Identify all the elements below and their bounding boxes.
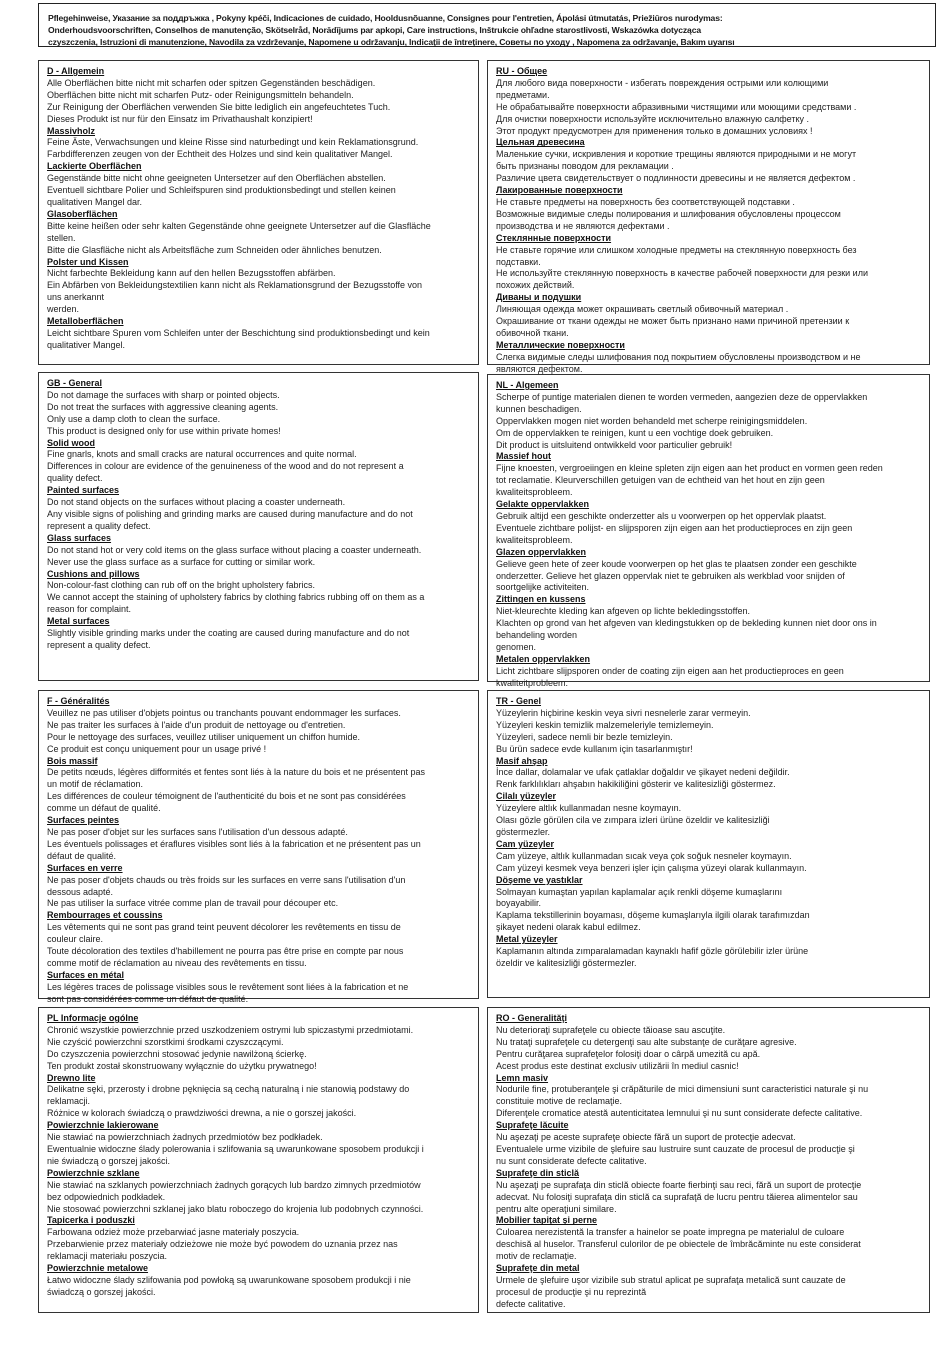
- instruction-line: Diferenţele cromatice atestă autenticitatea lemnului şi nu sunt considerate defecte calitative.: [496, 1108, 863, 1119]
- instruction-line: Nu aşezaţi pe aceste suprafeţe obiecte fără un suport de protecţie adecvat.: [496, 1132, 796, 1143]
- instruction-line: Do czyszczenia powierzchni stosować jedynie nawilżoną ścierkę.: [47, 1048, 307, 1059]
- instruction-line: Nie stosować powierzchni szklanej jako blatu roboczego do krojenia lub podobnych czynności.: [47, 1203, 424, 1214]
- instruction-line: Niet-kleurechte kleding kan afgeven op lichte bekledingsstoffen.: [496, 606, 750, 617]
- instruction-line: Renk farklılıkları ahşabın hakikiliğini gösterir ve kalitesizliği göstermez.: [496, 779, 776, 790]
- title-line: Pflegehinweise, Указание за поддръжка , Pokyny kpéči, Indicaciones de cuidado, Hooldusnõuanne, Consignes pour l'entretien, Ápolási útmutatás, Priežiūros nurodymas:: [48, 13, 723, 23]
- instruction-line: Only use a damp cloth to clean the surface.: [47, 413, 221, 424]
- instruction-line: Alle Oberflächen bitte nicht mit scharfen oder spitzen Gegenständen beschädigen.: [47, 77, 376, 88]
- instruction-line: похожих действий.: [496, 280, 575, 291]
- instruction-line: defecte calitative.: [496, 1298, 566, 1309]
- instruction-line: genomen.: [496, 641, 537, 652]
- section-heading: Диваны и подушки: [496, 292, 582, 303]
- section-heading: Döşeme ve yastıklar: [496, 874, 583, 885]
- instruction-line: boyayabilir.: [496, 898, 542, 909]
- section-heading: Suprafeţe din metal: [496, 1263, 580, 1274]
- instruction-line: sont pas considérées comme un défaut de qualité.: [47, 993, 249, 1004]
- instruction-line: Urmele de şlefuire uşor vizibile sub stratul aplicat pe suprafaţa metalică sunt cauzate de: [496, 1274, 846, 1285]
- section-heading: PL Informacje ogólne: [47, 1013, 139, 1023]
- instruction-line: Dieses Produkt ist nur für den Einsatz im Privathaushalt konzipiert!: [47, 113, 313, 124]
- instruction-line: onderzetter. Gelieve het glazen oppervlak niet te gebruiken als werkblad voor snijden of: [496, 570, 845, 581]
- instruction-line: couleur claire.: [47, 934, 104, 945]
- section-heading: Rembourrages et coussins: [47, 910, 163, 921]
- section-heading: Lemn masiv: [496, 1072, 549, 1083]
- section-heading: Drewno lite: [47, 1072, 96, 1083]
- instruction-line: Не ставьте горячие или слишком холодные предметы на стеклянную поверхность без: [496, 244, 857, 255]
- section-heading: Лакированные поверхности: [496, 185, 623, 196]
- instruction-line: Gebruik altijd een geschikte onderzetter als u voorwerpen op het oppervlak plaatst.: [496, 510, 827, 521]
- instruction-line: Различие цвета свидетельствует о подлинности древесины и не является дефектом .: [496, 173, 856, 184]
- care-section-ru: [487, 60, 930, 374]
- instruction-line: nu sunt considerate defecte calitative.: [496, 1155, 647, 1166]
- instruction-line: Farbdifferenzen zeugen von der Echtheit des Holzes und sind kein qualitativer Mangel.: [47, 149, 393, 160]
- instruction-line: motiv de reclamaţie.: [496, 1251, 577, 1262]
- instruction-line: This product is designed only for use within private homes!: [47, 425, 281, 436]
- section-heading: Massief hout: [496, 451, 552, 462]
- instruction-line: Leicht sichtbare Spuren vom Schleifen unter der Beschichtung sind produktionsbedingt und kein: [47, 327, 430, 338]
- section-heading: Glasoberflächen: [47, 208, 118, 219]
- instruction-line: Ten produkt został skonstruowany wyłącznie do użytku prywatnego!: [47, 1060, 317, 1071]
- instruction-line: İnce dallar, dolamalar ve ufak çatlaklar doğaldır ve şikayet nedeni değildir.: [496, 767, 790, 778]
- instruction-line: Toute décoloration des textiles d'habillement ne pourra pas être prise en compte par nous: [47, 946, 404, 957]
- section-heading: Metal yüzeyler: [496, 934, 558, 945]
- instruction-line: Pour le nettoyage des surfaces, veuillez utiliser uniquement un chiffon humide.: [47, 731, 361, 742]
- instruction-line: Не используйте стеклянную поверхность в качестве рабочей поверхности для резки или: [496, 268, 868, 279]
- instruction-line: производства и не являются дефектами .: [496, 220, 670, 231]
- instruction-line: Les différences de couleur témoignent de l'authenticité du bois et ne sont pas considérées: [47, 791, 406, 802]
- section-heading: Suprafeţe din sticlă: [496, 1167, 580, 1178]
- instruction-line: Gelieve geen hete of zeer koude voorwerpen op het glas te plaatsen zonder een geschikte: [496, 558, 857, 569]
- instruction-line: Yüzeyleri, sadece nemli bir bezle temizleyin.: [496, 731, 673, 742]
- section-heading: Powierzchnie szklane: [47, 1167, 140, 1178]
- instruction-line: Never use the glass surface as a surface for cutting or similar work.: [47, 556, 316, 567]
- instruction-line: Bitte keine heißen oder sehr kalten Gegenstände ohne geeignete Untersetzer auf die Glasfläche: [47, 220, 431, 231]
- instruction-line: Non-colour-fast clothing can rub off on the bright upholstery fabrics.: [47, 580, 315, 591]
- instruction-line: Pentru curăţarea suprafeţelor folosiţi doar o cârpă umezită cu apă.: [496, 1048, 761, 1059]
- instruction-line: kwaliteitsprobleem.: [496, 534, 573, 545]
- section-heading: Massivholz: [47, 125, 96, 136]
- instruction-line: Gegenstände bitte nicht ohne geeigneten Untersetzer auf den Oberflächen abstellen.: [47, 173, 386, 184]
- instruction-line: werden.: [47, 304, 80, 315]
- title-line: Onderhoudsvoorschriften, Conselhos de manutenção, Skötselråd, Norādījums par apkopi, Care instructions, Inštrukcie ohľadne starostlivosti, Wskazówka dotycząca: [48, 25, 701, 35]
- instruction-line: Слегка видимые следы шлифования под покрытием обусловлены производством и не: [496, 351, 861, 362]
- instruction-line: являются дефектом.: [496, 363, 583, 374]
- instruction-line: świadczą o gorszej jakości.: [47, 1286, 156, 1297]
- care-instructions-title-box: [38, 3, 936, 47]
- instruction-line: Oppervlakken mogen niet worden behandeld met scherpe reinigingsmiddelen.: [496, 415, 808, 426]
- instruction-line: göstermezler.: [496, 826, 551, 837]
- section-heading: Tapicerka i poduszki: [47, 1215, 135, 1226]
- instruction-line: kwaliteitsprobleem.: [496, 487, 573, 498]
- instruction-line: kwaliteitprobleem.: [496, 677, 569, 688]
- instruction-line: deschisă al huselor. Transferul culorilor de pe obiectele de îmbrăcăminte nu este considerat: [496, 1239, 861, 1250]
- instruction-line: подставки.: [496, 256, 541, 267]
- instruction-line: şikayet nedeni olarak kabul edilmez.: [496, 922, 641, 933]
- section-heading: Bois massif: [47, 755, 98, 766]
- instruction-line: Any visible signs of polishing and grinding marks are caused during manufacture and do not: [47, 508, 413, 519]
- instruction-line: Les vêtements qui ne sont pas grand teint peuvent décolorer les revêtements en tissu de: [47, 922, 401, 933]
- instruction-line: reason for complaint.: [47, 604, 132, 615]
- instruction-line: Этот продукт предусмотрен для применения только в домашних условиях !: [496, 125, 813, 136]
- section-heading: Cam yüzeyler: [496, 838, 555, 849]
- instruction-line: Линяющая одежда может окрашивать светлый обивочный материал .: [496, 304, 789, 315]
- instruction-line: Kaplamanın altında zımparalamadan kaynaklı hafif gözle görülebilir izler ürüne: [496, 946, 809, 957]
- section-heading: Cushions and pillows: [47, 568, 140, 579]
- section-heading: D - Allgemein: [47, 66, 105, 76]
- instruction-line: Do not treat the surfaces with aggressive cleaning agents.: [47, 401, 279, 412]
- instruction-line: Eventuele zichtbare polijst- en slijpsporen zijn eigen aan het productieproces en zijn geen: [496, 522, 853, 533]
- instruction-line: Olası gözle görülen cila ve zımpara izleri ürüne özeldir ve kalitesizliği: [496, 815, 770, 826]
- instruction-line: reklamacji.: [47, 1096, 91, 1107]
- instruction-line: Oberflächen bitte nicht mit scharfen Putz- oder Reinigungsmitteln behandeln.: [47, 89, 354, 100]
- instruction-line: Для очистки поверхности используйте исключительно влажную салфетку .: [496, 113, 809, 124]
- instruction-line: défaut de qualité.: [47, 850, 117, 861]
- section-heading: Powierzchnie metalowe: [47, 1263, 149, 1274]
- section-heading: Mobilier tapiţat şi perne: [496, 1215, 598, 1226]
- section-heading: NL - Algemeen: [496, 380, 559, 390]
- section-heading: Glass surfaces: [47, 532, 112, 543]
- section-heading: F - Généralités: [47, 696, 110, 706]
- instruction-line: Не обрабатывайте поверхности абразивными чистящими или моющими средствами .: [496, 101, 857, 112]
- instruction-line: Nicht farbechte Bekleidung kann auf den hellen Bezugsstoffen abfärben.: [47, 268, 336, 279]
- instruction-line: uns anerkannt: [47, 292, 105, 303]
- instruction-line: Przebarwienie przez materiały odzieżowe nie może być powodem do uznania przez nas: [47, 1239, 398, 1250]
- section-heading: Цельная древесина: [496, 137, 585, 148]
- section-heading: Suprafeţe lăcuite: [496, 1120, 569, 1131]
- instruction-line: Bitte die Glasfläche nicht als Arbeitsfläche zum Schneiden oder ähnliches benutzen.: [47, 244, 382, 255]
- care-section-gb: [38, 372, 479, 681]
- instruction-line: Маленькие сучки, искривления и короткие трещины являются природными и не могут: [496, 149, 857, 160]
- instruction-line: Nu trataţi suprafeţele cu detergenţi sau alte substanţe de curăţare agresive.: [496, 1036, 797, 1047]
- instruction-line: reklamacji materiału poszycia.: [47, 1251, 168, 1262]
- instruction-line: Les éventuels polissages et éraflures visibles sont liés à la fabrication et ne présentent pas un: [47, 838, 421, 849]
- care-section-ro: [487, 1007, 930, 1313]
- instruction-line: pentru alte operaţiuni similare.: [496, 1203, 617, 1214]
- instruction-line: De petits nœuds, légères difformités et fentes sont liés à la nature du bois et ne présentent pas: [47, 767, 426, 778]
- care-section-pl: [38, 1007, 479, 1313]
- instruction-line: comme un défaut de qualité.: [47, 803, 161, 814]
- section-heading: Surfaces en verre: [47, 862, 123, 873]
- instruction-line: Dit product is uitsluitend ontwikkeld voor particulier gebruik!: [496, 439, 733, 450]
- section-heading: Gelakte oppervlakken: [496, 499, 590, 510]
- instruction-line: un motif de réclamation.: [47, 779, 144, 790]
- section-heading: Surfaces en métal: [47, 969, 125, 980]
- instruction-line: Nie czyścić powierzchni szorstkimi środkami czyszczącymi.: [47, 1036, 284, 1047]
- care-section-de: [38, 60, 479, 365]
- section-heading: Polster und Kissen: [47, 256, 129, 267]
- instruction-line: tot reclamatie. Kleurverschillen getuigen van de echtheid van het hout en zijn geen: [496, 475, 825, 486]
- instruction-line: Bu ürün sadece evde kullanım için tasarlanmıştır!: [496, 743, 693, 754]
- instruction-line: özeldir ve kalitesizliği göstermezler.: [496, 957, 637, 968]
- instruction-line: quality defect.: [47, 473, 103, 484]
- instruction-line: Nodurile fine, protuberanţele şi crăpăturile de mici dimensiuni sunt caracteristici naturale şi nu: [496, 1084, 869, 1095]
- instruction-line: Zur Reinigung der Oberflächen verwenden Sie bitte lediglich ein angefeuchtetes Tuch.: [47, 101, 391, 112]
- instruction-line: Farbowana odzież może przebarwiać jasne materiały poszycia.: [47, 1227, 300, 1238]
- instruction-line: Eventuell sichtbare Polier und Schleifspuren sind produktionsbedingt und stellen keinen: [47, 185, 396, 196]
- instruction-line: Не ставьте предметы на поверхность без соответствующей подставки .: [496, 196, 795, 207]
- section-heading: GB - General: [47, 378, 103, 388]
- instruction-line: Les légères traces de polissage visibles sous le revêtement sont liées à la fabrication et ne: [47, 981, 409, 992]
- instruction-line: constituie motive de reclamaţie.: [496, 1096, 623, 1107]
- instruction-line: bez odpowiednich podkładek.: [47, 1191, 166, 1202]
- instruction-line: Om de oppervlakken te reinigen, kunt u een vochtige doek gebruiken.: [496, 427, 774, 438]
- instruction-line: Возможные видимые следы полирования и шлифования обусловлены процессом: [496, 208, 841, 219]
- instruction-line: Nie stawiać na szklanych powierzchniach żadnych gorących lub bardzo zimnych przedmiotów: [47, 1179, 421, 1190]
- instruction-line: Ne pas utiliser la surface vitrée comme plan de travail pour découper etc.: [47, 898, 339, 909]
- care-section-tr: [487, 690, 930, 998]
- instruction-line: adecvat. Nu folosiţi suprafaţa din sticlă ca suprafaţă de lucru pentru tăierea alimentelor sau: [496, 1191, 858, 1202]
- section-heading: Masif ahşap: [496, 755, 548, 766]
- instruction-line: Ne pas traiter les surfaces à l'aide d'un produit de nettoyage ou d'entretien.: [47, 719, 346, 730]
- instruction-line: represent a quality defect.: [47, 639, 151, 650]
- instruction-line: Delikatne sęki, przerosty i drobne pęknięcia są cechą naturalną i nie stanowią podstawy do: [47, 1084, 410, 1095]
- instruction-line: Solmayan kumaştan yapılan kaplamalar açık renkli döşeme kumaşlarını: [496, 886, 783, 897]
- instruction-line: Do not stand objects on the surfaces without placing a coaster underneath.: [47, 497, 346, 508]
- instruction-line: Yüzeylere altlık kullanmadan nesne koymayın.: [496, 803, 682, 814]
- title-line: czyszczenia, Istruzioni di manutenzione, Navodila za vzdrževanje, Napomene u održavanju, Indicaţii de întreţinere, Советы по уходу , Napomena za održavanje, Bakım uyarısı: [48, 37, 735, 47]
- instruction-line: Culoarea nerezistentă la transfer a hainelor se poate impregna pe materialul de culoare: [496, 1227, 845, 1238]
- instruction-line: soortgelijke activiteiten.: [496, 582, 590, 593]
- section-heading: Surfaces peintes: [47, 815, 120, 826]
- section-heading: Painted surfaces: [47, 485, 120, 496]
- section-heading: Metal surfaces: [47, 616, 110, 627]
- care-section-fr: [38, 690, 479, 1004]
- section-heading: RU - Общее: [496, 66, 548, 76]
- section-heading: Стеклянные поверхности: [496, 232, 612, 243]
- instruction-line: Ce produit est conçu uniquement pour un usage privé !: [47, 743, 267, 754]
- instruction-line: Licht zichtbare slijpsporen onder de coating zijn eigen aan het productieproces en geen: [496, 665, 844, 676]
- instruction-line: procesul de producţie şi nu reprezintă: [496, 1286, 647, 1297]
- section-heading: Powierzchnie lakierowane: [47, 1120, 159, 1131]
- instruction-line: Fijne knoesten, vergroeiingen en kleine spleten zijn eigen aan het product en vormen geen reden: [496, 463, 883, 474]
- instruction-line: dessous adapté.: [47, 886, 114, 897]
- instruction-line: Kaplama tekstillerinin boyaması, döşeme kumaşlarıyla ilgili olarak tarafımızdan: [496, 910, 810, 921]
- instruction-line: Chronić wszystkie powierzchnie przed uszkodzeniem ostrymi lub spiczastymi przedmiotami.: [47, 1024, 414, 1035]
- instruction-line: behandeling worden: [496, 630, 578, 641]
- instruction-line: Cam yüzeye, altlık kullanmadan sıcak veya çok soğuk nesneler koymayın.: [496, 850, 792, 861]
- instruction-line: Klachten op grond van het afgeven van kledingstukken op de bekleding kunnen niet door ons in: [496, 618, 877, 629]
- instruction-line: Feine Äste, Verwachsungen und kleine Risse sind naturbedingt und kein Reklamationsgrund.: [47, 137, 419, 148]
- instruction-line: обивочной ткани.: [496, 327, 569, 338]
- instruction-line: Veuillez ne pas utiliser d'objets pointus ou tranchants pouvant endommager les surfaces.: [47, 707, 401, 718]
- section-heading: Glazen oppervlakken: [496, 546, 587, 557]
- section-heading: Cilalı yüzeyler: [496, 791, 557, 802]
- instruction-line: nie świadczą o gorszej jakości.: [47, 1155, 171, 1166]
- instruction-line: Nu aşezaţi pe suprafaţa din sticlă obiecte foarte fierbinţi sau reci, fără un suport de protecţie: [496, 1179, 862, 1190]
- section-heading: TR - Genel: [496, 696, 542, 706]
- instruction-line: Окрашивание от ткани одежды не может быть признано нами причиной претензии к: [496, 316, 850, 327]
- section-heading: Металлические поверхности: [496, 339, 625, 350]
- instruction-line: быть признаны поводом для рекламации .: [496, 161, 674, 172]
- instruction-line: Łatwo widoczne ślady szlifowania pod powłoką są uwarunkowane sposobem produkcji i nie: [47, 1274, 411, 1285]
- section-heading: RO - Generalităţi: [496, 1013, 568, 1023]
- instruction-line: Nu deterioraţi suprafeţele cu obiecte tăioase sau ascuţite.: [496, 1024, 726, 1035]
- instruction-line: stellen.: [47, 232, 76, 243]
- instruction-line: Ne pas poser d'objets chauds ou très froids sur les surfaces en verre sans l'utilisation d'un: [47, 874, 406, 885]
- instruction-line: Differences in colour are evidence of the genuineness of the wood and do not represent a: [47, 461, 404, 472]
- instruction-line: Eventualele urme vizibile de şlefuire sau lustruire sunt cauzate de procesul de producţie şi: [496, 1143, 855, 1154]
- instruction-line: Do not stand hot or very cold items on the glass surface without placing a coaster underneath.: [47, 544, 422, 555]
- section-heading: Lackierte Oberflächen: [47, 161, 142, 172]
- instruction-line: qualitativer Mangel.: [47, 339, 126, 350]
- instruction-line: Для любого вида поверхности - избегать повреждения острыми или колющими: [496, 77, 829, 88]
- instruction-line: Nie stawiać na powierzchniach żadnych przedmiotów bez podkładek.: [47, 1132, 323, 1143]
- instruction-line: comme motif de réclamation au niveau des revêtements en tissu.: [47, 957, 307, 968]
- section-heading: Zittingen en kussens: [496, 594, 586, 605]
- care-section-nl: [487, 374, 930, 688]
- instruction-line: Scherpe of puntige materialen dienen te worden vermeden, aangezien deze de oppervlakken: [496, 391, 868, 402]
- instruction-line: Yüzeyleri keskin temizlik malzemeleriyle temizlemeyin.: [496, 719, 714, 730]
- section-heading: Metalen oppervlakken: [496, 653, 591, 664]
- instruction-line: Yüzeylerin hiçbirine keskin veya sivri nesnelerle zarar vermeyin.: [496, 707, 751, 718]
- section-heading: Metalloberflächen: [47, 316, 124, 327]
- instruction-line: Fine gnarls, knots and small cracks are natural occurrences and quite normal.: [47, 449, 357, 460]
- instruction-line: Acest produs este destinat exclusiv utilizării în mediul casnic!: [496, 1060, 739, 1071]
- instruction-line: kunnen beschadigen.: [496, 403, 582, 414]
- instruction-line: Różnice w kolorach świadczą o prawdziwości drewna, a nie o gorszej jakości.: [47, 1108, 357, 1119]
- instruction-line: Cam yüzeyi kesmek veya benzeri işler için çalışma yüzeyi olarak kullanmayın.: [496, 862, 807, 873]
- instruction-line: represent a quality defect.: [47, 520, 151, 531]
- instruction-line: qualitativen Mangel dar.: [47, 196, 143, 207]
- instruction-line: We cannot accept the staining of upholstery fabrics by clothing fabrics rubbing off on them as a: [47, 592, 425, 603]
- instruction-line: Ein Abfärben von Bekleidungstextilien kann nicht als Reklamationsgrund der Bezugsstoffe von: [47, 280, 423, 291]
- instruction-line: Ewentualnie widoczne ślady polerowania i szlifowania są uwarunkowane sposobem produkcji i: [47, 1143, 424, 1154]
- section-heading: Solid wood: [47, 437, 95, 448]
- instruction-line: Slightly visible grinding marks under the coating are caused during manufacture and do not: [47, 628, 410, 639]
- instruction-line: Do not damage the surfaces with sharp or pointed objects.: [47, 389, 280, 400]
- instruction-line: предметами.: [496, 89, 550, 100]
- instruction-line: Ne pas poser d'objet sur les surfaces sans l'utilisation d'un dessous adapté.: [47, 826, 348, 837]
